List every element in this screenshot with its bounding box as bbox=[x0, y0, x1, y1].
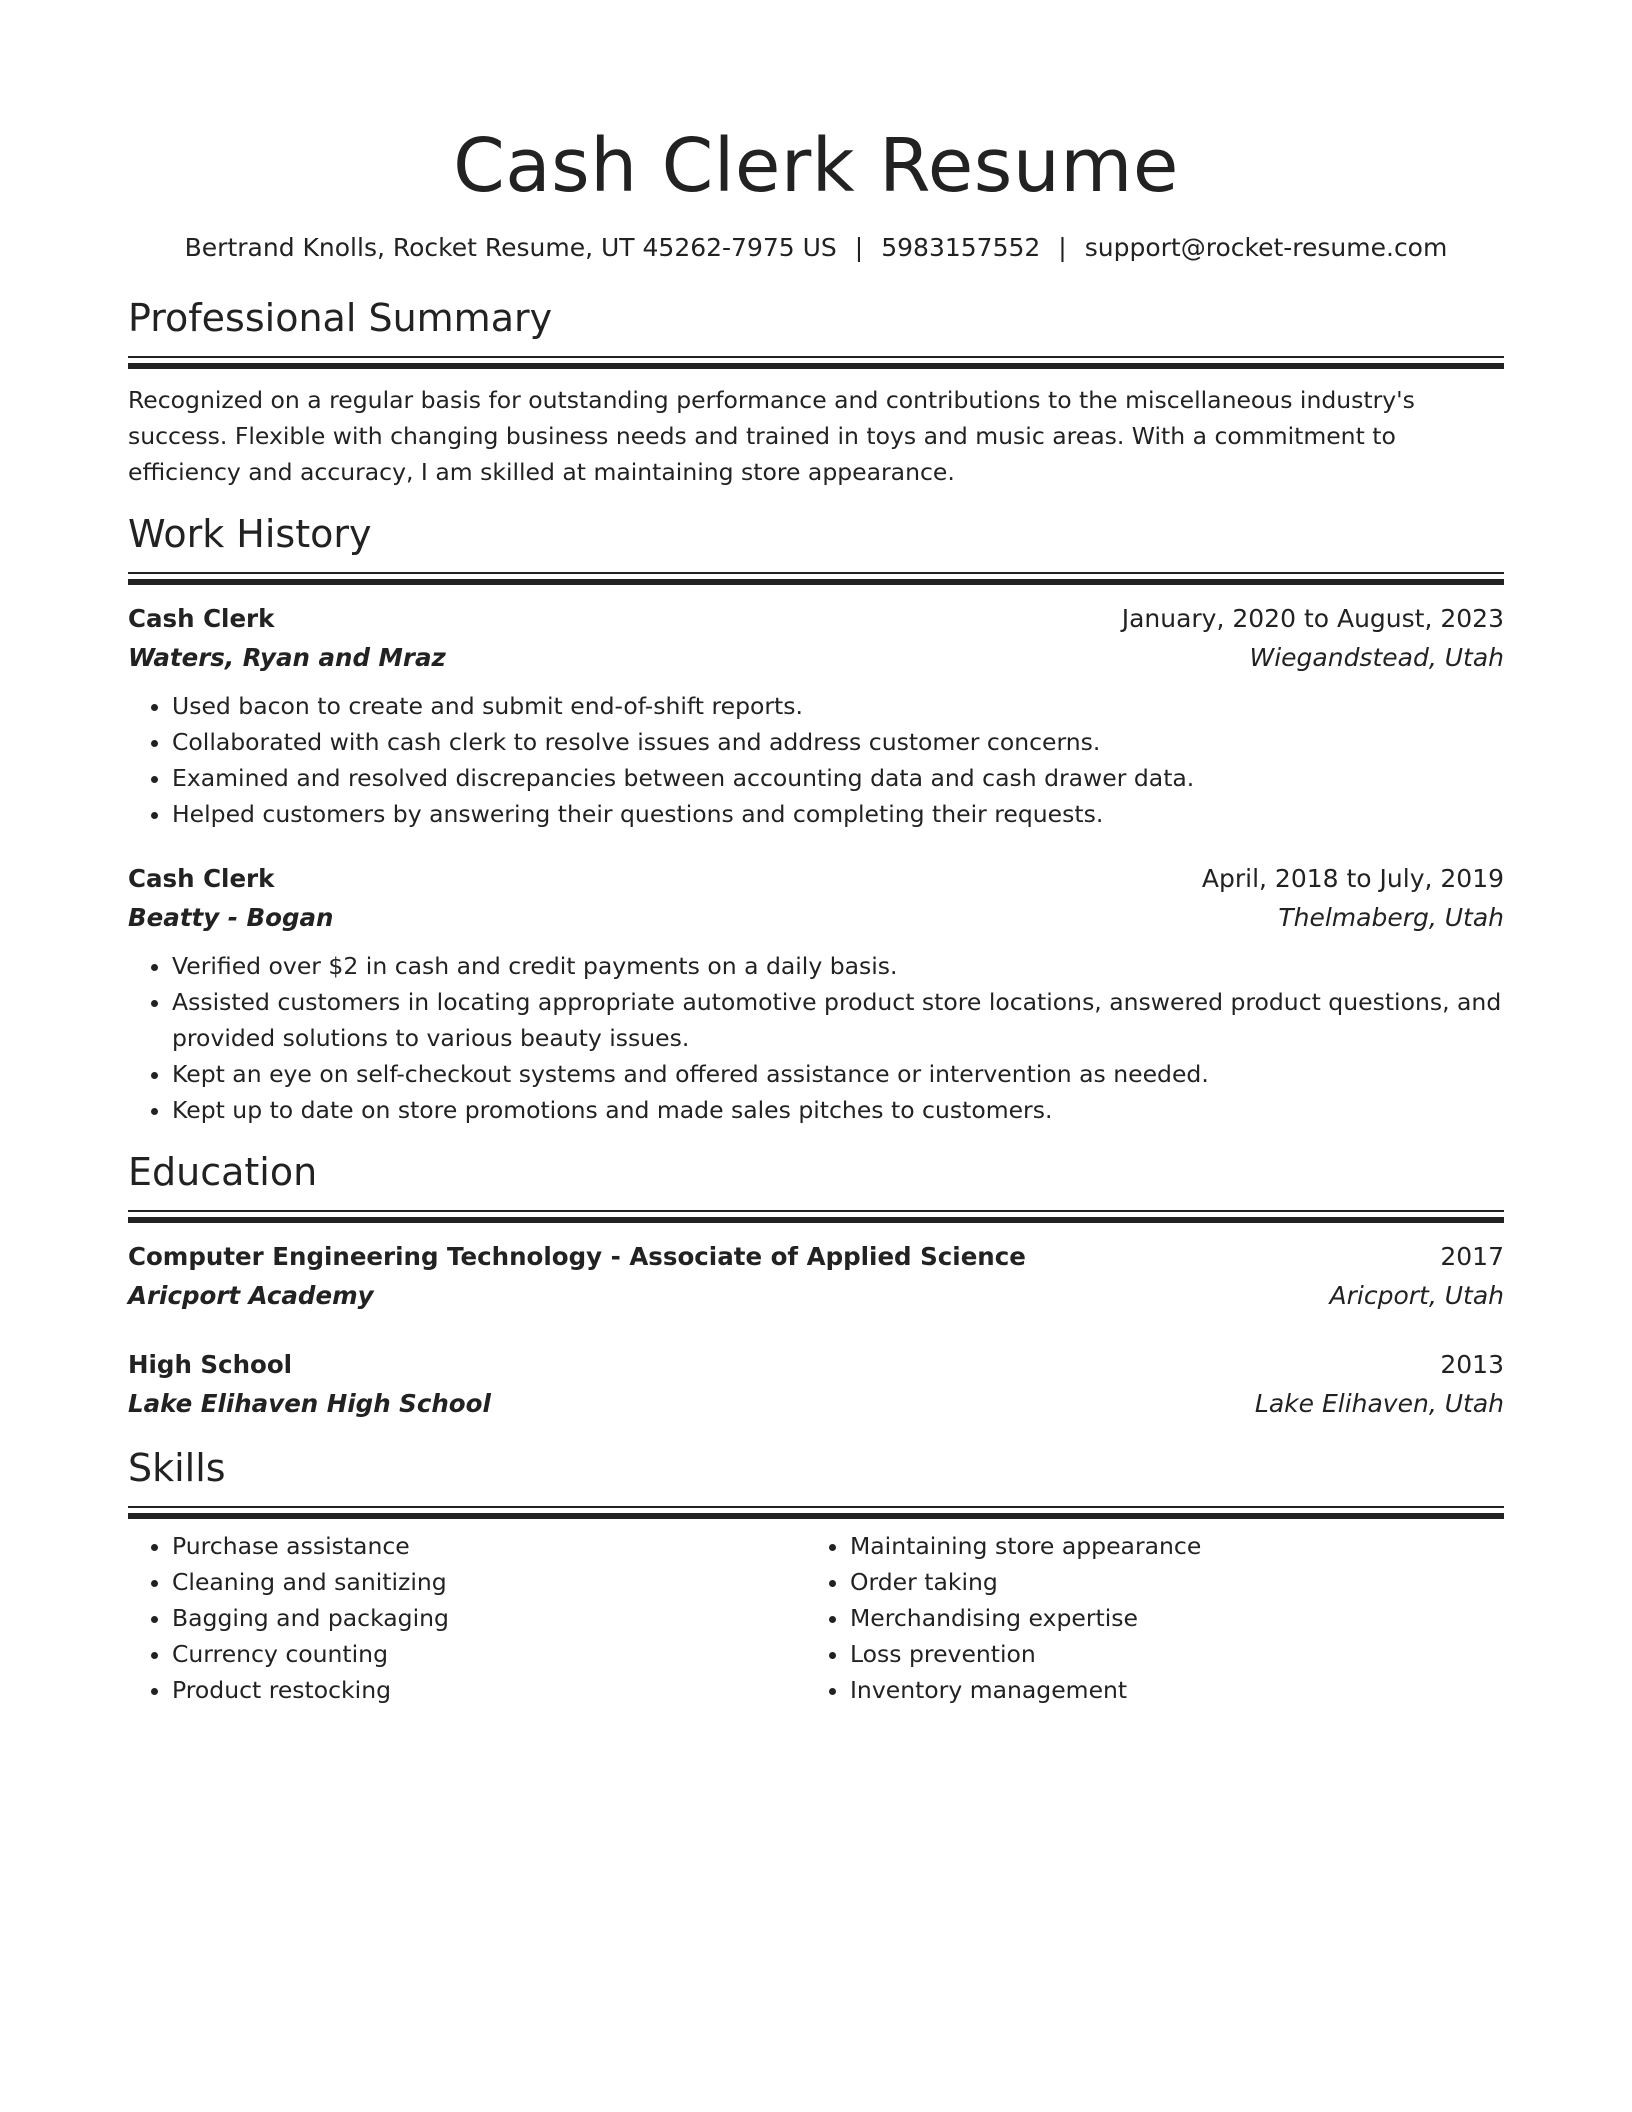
skill-item: • Product restocking bbox=[172, 1672, 806, 1708]
skill-item: • Bagging and packaging bbox=[172, 1600, 806, 1636]
job-title: Cash Clerk bbox=[128, 604, 275, 633]
education-location: Lake Elihaven, Utah bbox=[1254, 1389, 1504, 1418]
list-item: • Assisted customers in locating appropriate automotive product store locations, answered product questions, and provided solutions to various beauty issues. bbox=[172, 984, 1504, 1056]
contact-phone: 5983157552 bbox=[881, 233, 1041, 262]
skill-item: • Order taking bbox=[850, 1564, 1484, 1600]
job-entry bbox=[128, 600, 1504, 832]
section-divider bbox=[128, 1210, 1504, 1224]
list-item: • Kept an eye on self-checkout systems and offered assistance or intervention as needed. bbox=[172, 1056, 1504, 1092]
education-school: Lake Elihaven High School bbox=[128, 1389, 491, 1418]
skill-item: • Loss prevention bbox=[850, 1636, 1484, 1672]
skills-list-right bbox=[806, 1528, 1484, 1708]
skill-item: • Currency counting bbox=[172, 1636, 806, 1672]
section-heading-skills: Skills bbox=[128, 1446, 226, 1490]
job-company: Beatty - Bogan bbox=[128, 903, 334, 932]
education-school: Aricport Academy bbox=[128, 1281, 374, 1310]
education-location: Aricport, Utah bbox=[1329, 1281, 1504, 1310]
job-location: Thelmaberg, Utah bbox=[1278, 903, 1504, 932]
section-divider bbox=[128, 1506, 1504, 1520]
job-entry bbox=[128, 860, 1504, 1128]
job-title: Cash Clerk bbox=[128, 864, 275, 893]
skill-item: • Merchandising expertise bbox=[850, 1600, 1484, 1636]
summary-text: Recognized on a regular basis for outstanding performance and contributions to the miscellaneous industry's success. Flexible with changing business needs and trained in toys and music areas. With a commitment to efficiency and accuracy, I am skilled at maintaining store appearance. bbox=[128, 386, 1415, 486]
skill-item: • Purchase assistance bbox=[172, 1528, 806, 1564]
skills-section bbox=[128, 1442, 1504, 1708]
section-heading-work-history: Work History bbox=[128, 512, 372, 556]
contact-line bbox=[128, 230, 1504, 266]
list-item: • Used bacon to create and submit end-of-shift reports. bbox=[172, 688, 1504, 724]
skills-list-left bbox=[128, 1528, 806, 1708]
skill-item: • Maintaining store appearance bbox=[850, 1528, 1484, 1564]
skill-item: • Inventory management bbox=[850, 1672, 1484, 1708]
resume-page bbox=[128, 118, 1504, 1708]
list-item: • Examined and resolved discrepancies between accounting data and cash drawer data. bbox=[172, 760, 1504, 796]
contact-separator: | bbox=[1058, 233, 1067, 262]
job-dates: January, 2020 to August, 2023 bbox=[1121, 604, 1504, 633]
section-divider bbox=[128, 572, 1504, 586]
job-bullets bbox=[128, 948, 1504, 1128]
summary-section bbox=[128, 292, 1504, 490]
resume-title: Cash Clerk Resume bbox=[453, 123, 1179, 209]
list-item: • Kept up to date on store promotions and made sales pitches to customers. bbox=[172, 1092, 1504, 1128]
section-divider bbox=[128, 356, 1504, 370]
list-item: • Collaborated with cash clerk to resolve issues and address customer concerns. bbox=[172, 724, 1504, 760]
education-degree: High School bbox=[128, 1350, 293, 1379]
list-item: • Helped customers by answering their questions and completing their requests. bbox=[172, 796, 1504, 832]
section-heading-summary: Professional Summary bbox=[128, 296, 553, 340]
contact-separator: | bbox=[854, 233, 864, 262]
contact-address: Bertrand Knolls, Rocket Resume, UT 45262-7975 US bbox=[184, 233, 837, 262]
job-bullets bbox=[128, 688, 1504, 832]
job-location: Wiegandstead, Utah bbox=[1249, 643, 1504, 672]
contact-email[interactable]: support@rocket-resume.com bbox=[1084, 233, 1448, 262]
education-entry bbox=[128, 1238, 1504, 1316]
education-section bbox=[128, 1146, 1504, 1424]
job-company: Waters, Ryan and Mraz bbox=[128, 643, 446, 672]
list-item: • Verified over $2 in cash and credit payments on a daily basis. bbox=[172, 948, 1504, 984]
work-history-section bbox=[128, 508, 1504, 1128]
skill-item: • Cleaning and sanitizing bbox=[172, 1564, 806, 1600]
education-year: 2017 bbox=[1440, 1242, 1504, 1271]
section-heading-education: Education bbox=[128, 1150, 318, 1194]
education-degree: Computer Engineering Technology - Associate of Applied Science bbox=[128, 1242, 1026, 1271]
education-year: 2013 bbox=[1440, 1350, 1504, 1379]
skills-columns bbox=[128, 1528, 1504, 1708]
education-entry bbox=[128, 1346, 1504, 1424]
job-dates: April, 2018 to July, 2019 bbox=[1201, 864, 1504, 893]
